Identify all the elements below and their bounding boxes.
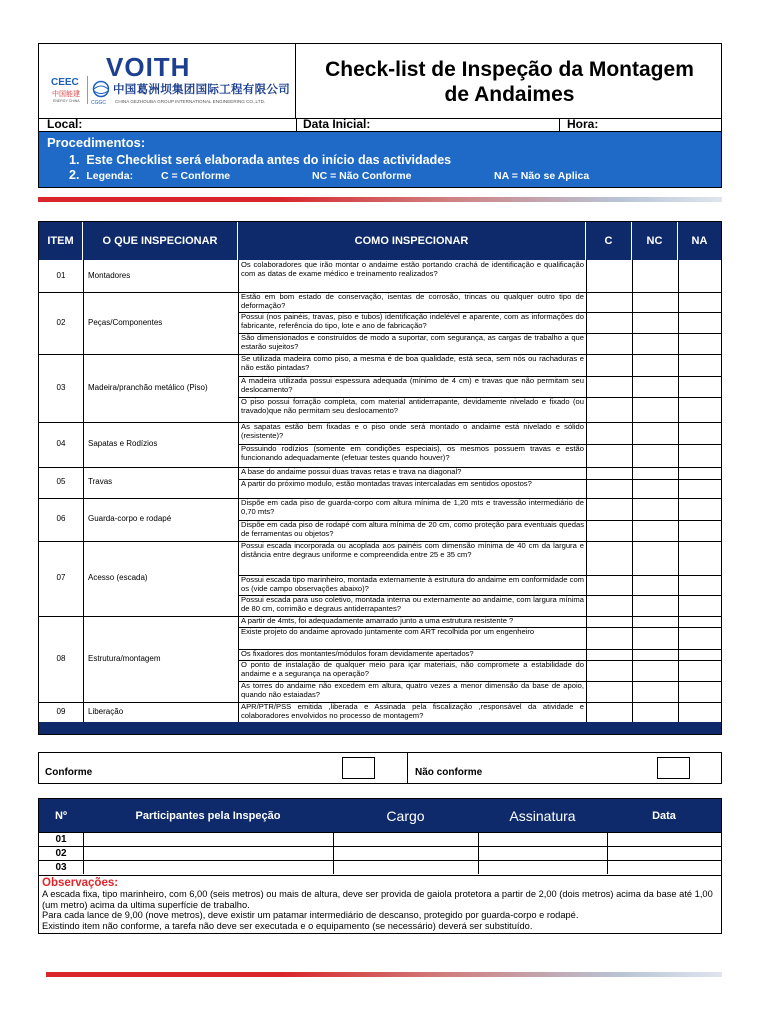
row-divider: [238, 467, 721, 468]
item-number: 08: [56, 653, 66, 663]
row-divider: [238, 376, 721, 377]
item-divider: [39, 422, 238, 423]
participant-cargo-field[interactable]: [334, 833, 478, 846]
cggc-label: CGGC: [91, 100, 106, 106]
participant-row: [39, 832, 721, 846]
row-divider: [238, 479, 721, 480]
participant-date-field[interactable]: [608, 847, 721, 860]
check-question: A partir do próximo modulo, estão montadas travas intercaladas em sentidos opostos?: [241, 480, 532, 488]
item-divider: [39, 467, 238, 468]
check-question: Os colaboradores que irão montar o andaime estão portando crachá de identificação e qualificação com as datas de exame médico e treinamento realizados?: [241, 261, 584, 278]
check-question: O ponto de instalação de qualquer meio para içar materiais, não compromete a estabilidade do andaime e a segurança na operação?: [241, 661, 584, 678]
check-question: As sapatas estão bem fixadas e o piso onde será montado o andaime está nivelado e sólido (resistente)?: [241, 423, 584, 440]
check-cell-nc[interactable]: [633, 398, 678, 422]
participant-row: [39, 860, 721, 874]
row-divider: [238, 444, 721, 445]
check-cell-na[interactable]: [679, 423, 721, 444]
participant-name-field[interactable]: [84, 861, 333, 874]
check-cell-na[interactable]: [679, 542, 721, 575]
item-divider: [39, 292, 238, 293]
check-cell-nc[interactable]: [633, 682, 678, 702]
check-cell-nc[interactable]: [633, 313, 678, 333]
column-divider: [586, 260, 587, 722]
row-divider: [238, 520, 721, 521]
check-question: Possui escada incorporada ou acoplada aos painéis com dimensão mínima de 40 cm da largura e distância entre degraus uniforme e compreendida entre 25 e 35 cm?: [241, 542, 584, 559]
check-cell-na[interactable]: [679, 576, 721, 595]
legend-na: NA = Não se Aplica: [494, 170, 590, 182]
participants-header-name: Participantes pela Inspeção: [135, 809, 281, 822]
procedure-item-2: 2. Legenda: C = Conforme NC = Não Conforme NA = Não se Aplica: [69, 168, 590, 182]
item-subject: Sapatas e Rodízios: [88, 439, 158, 449]
check-question: A partir de 4mts, foi adequadamente amarrado junto a uma estrutura resistente ?: [241, 617, 514, 625]
check-cell-nc[interactable]: [633, 377, 678, 397]
check-question: A base do andaime possui duas travas retas e trava na diagonal?: [241, 468, 462, 476]
check-cell-nc[interactable]: [633, 480, 678, 498]
check-cell-na[interactable]: [679, 682, 721, 702]
header-how: COMO INSPECIONAR: [238, 222, 586, 260]
inspection-table: [38, 221, 722, 735]
check-cell-nc[interactable]: [633, 650, 678, 660]
column-divider: [678, 260, 679, 722]
item-number: 09: [56, 706, 66, 716]
legend-label: Legenda:: [86, 170, 134, 182]
check-cell-nc[interactable]: [633, 445, 678, 467]
check-cell-nc[interactable]: [633, 703, 678, 722]
footer-divider-bar: [46, 972, 722, 977]
voith-brand: VOITH: [106, 52, 191, 82]
svg-text:ENERGY CHINA: ENERGY CHINA: [53, 99, 80, 103]
check-cell-c[interactable]: [587, 445, 632, 467]
nao-conforme-checkbox[interactable]: [657, 757, 690, 779]
local-label: Local:: [47, 117, 83, 131]
check-cell-na[interactable]: [679, 313, 721, 333]
row-divider: [238, 354, 721, 355]
item-number: 07: [56, 573, 66, 583]
table-footer-bar: [39, 722, 721, 734]
check-cell-c[interactable]: [587, 377, 632, 397]
conformity-box: [38, 752, 722, 784]
info-row: [38, 118, 722, 132]
item-divider: [39, 354, 238, 355]
check-cell-c[interactable]: [587, 334, 632, 354]
row-divider: [238, 312, 721, 313]
participant-signature-field[interactable]: [479, 833, 607, 846]
conforme-label: Conforme: [45, 767, 93, 778]
header-na: NA: [691, 235, 708, 247]
check-question: Dispõe em cada piso de guarda-corpo com altura mínima de 1,20 mts e travessão intermediário de 0,70 mts?: [241, 499, 584, 516]
row-divider: [238, 595, 721, 596]
row-divider: [238, 702, 721, 703]
check-cell-c[interactable]: [587, 628, 632, 649]
check-cell-c[interactable]: [587, 313, 632, 333]
row-divider: [238, 616, 721, 617]
item-divider: [39, 498, 238, 499]
check-cell-c[interactable]: [587, 355, 632, 376]
check-cell-c[interactable]: [587, 542, 632, 575]
ceec-logo-icon: [49, 74, 85, 104]
check-cell-c[interactable]: [587, 650, 632, 660]
participants-header-data: Data: [652, 809, 676, 822]
row-divider: [238, 649, 721, 650]
check-question: O piso possui forração completa, com material antiderrapante, devidamente nivelado e fixado (ou travado)que não permitam seu deslocamento?: [241, 398, 584, 415]
check-cell-nc[interactable]: [633, 576, 678, 595]
item-divider: [39, 702, 238, 703]
check-question: Possui escada para uso coletivo, montada interna ou externamente ao andaime, com largura mínima de 80 cm, corrimão e degraus antiderrapantes?: [241, 596, 584, 613]
check-cell-na[interactable]: [679, 661, 721, 681]
item-number: 04: [56, 439, 66, 449]
check-cell-c[interactable]: [587, 617, 632, 627]
row-divider: [238, 422, 721, 423]
title-line-1: Check-list de Inspeção da Montagem: [325, 58, 694, 81]
check-question: Se utilizada madeira como piso, a mesma é de boa qualidade, está seca, sem nós ou rachaduras e não estão pintadas?: [241, 355, 584, 372]
logo-area: [39, 44, 296, 118]
header-what: O QUE INSPECIONAR: [83, 222, 238, 260]
row-divider: [238, 498, 721, 499]
check-cell-nc[interactable]: [633, 334, 678, 354]
item-subject: Acesso (escada): [88, 573, 148, 583]
row-divider: [238, 681, 721, 682]
partner-name-cn: 中国葛洲坝集团国际工程有限公司: [113, 84, 290, 96]
check-cell-c[interactable]: [587, 261, 632, 292]
item-number: 06: [56, 514, 66, 524]
header-c: C: [586, 222, 632, 260]
legend-c: C = Conforme: [161, 170, 231, 182]
check-cell-c[interactable]: [587, 468, 632, 479]
check-cell-c[interactable]: [587, 703, 632, 722]
participant-signature-field[interactable]: [479, 861, 607, 874]
participant-name-field[interactable]: [84, 847, 333, 860]
item-divider: [39, 541, 238, 542]
check-cell-nc[interactable]: [633, 521, 678, 541]
check-cell-c[interactable]: [587, 480, 632, 498]
divider-bar: [38, 197, 722, 202]
header-item: ITEM: [39, 222, 83, 260]
check-question: Possuindo rodízios (somente em condições especiais), os mesmos possuem travas e estão funcionando adequadamente (efetuar testes quando houver)?: [241, 445, 584, 462]
check-question: Estão em bom estado de conservação, isentas de corrosão, trincas ou qualquer outro tipo de deformação?: [241, 293, 584, 310]
item-subject: Peças/Componentes: [88, 317, 163, 327]
check-question: As torres do andaime não excedem em altura, quatro vezes a menor dimensão da base de apoio, quando não estaiadas?: [241, 682, 584, 699]
participants-header-cargo: Cargo: [386, 807, 425, 824]
participant-signature-field[interactable]: [479, 847, 607, 860]
check-cell-c[interactable]: [587, 293, 632, 312]
row-divider: [238, 541, 721, 542]
check-cell-nc[interactable]: [633, 423, 678, 444]
observation-line-2: Para cada lance de 9,00 (nove metros), deve existir um patamar intermediário de descanso, protegido por guarda-corpo e rodapé.: [42, 910, 579, 921]
check-question: São dimensionados e construídos de modo a suportar, com segurança, as cargas de trabalho a que estarão sujeitos?: [241, 334, 584, 351]
check-cell-c[interactable]: [587, 576, 632, 595]
svg-text:CEEC: CEEC: [51, 77, 79, 88]
participant-row-number: 02: [55, 848, 67, 859]
check-cell-na[interactable]: [679, 480, 721, 498]
check-cell-na[interactable]: [679, 293, 721, 312]
check-cell-c[interactable]: [587, 423, 632, 444]
participants-header-assinatura: Assinatura: [509, 807, 576, 824]
item-subject: Estrutura/montagem: [88, 653, 161, 663]
check-cell-na[interactable]: [679, 334, 721, 354]
svg-text:中国能建: 中国能建: [52, 91, 80, 98]
check-cell-na[interactable]: [679, 398, 721, 422]
check-cell-na[interactable]: [679, 596, 721, 616]
check-cell-c[interactable]: [587, 596, 632, 616]
check-question: Dispõe em cada piso de rodapé com altura mínima de 20 cm, como proteção para eventuais quedas de ferramentas ou objetos?: [241, 521, 584, 538]
data-inicial-label: Data Inicial:: [303, 117, 371, 131]
participants-table: [38, 798, 722, 876]
hora-label: Hora:: [567, 117, 599, 131]
check-cell-na[interactable]: [679, 261, 721, 292]
check-cell-na[interactable]: [679, 617, 721, 627]
item-subject: Guarda-corpo e rodapé: [88, 514, 172, 524]
item-number: 05: [56, 477, 66, 487]
check-question: Os fixadores dos montantes/módulos foram devidamente apertados?: [241, 650, 474, 658]
table-header: [39, 222, 721, 260]
check-cell-c[interactable]: [587, 398, 632, 422]
participant-cargo-field[interactable]: [334, 861, 478, 874]
check-cell-na[interactable]: [679, 499, 721, 520]
observations-box: [38, 876, 722, 934]
check-cell-na[interactable]: [679, 355, 721, 376]
legend-nc: NC = Não Conforme: [312, 170, 412, 182]
participant-row-number: 01: [55, 834, 67, 845]
column-divider: [83, 260, 84, 722]
item-number: 03: [56, 382, 66, 392]
check-cell-nc[interactable]: [633, 661, 678, 681]
column-divider: [632, 260, 633, 722]
procedures-title: Procedimentos:: [47, 135, 146, 150]
check-cell-c[interactable]: [587, 661, 632, 681]
check-cell-nc[interactable]: [633, 468, 678, 479]
page-title: [297, 44, 722, 118]
column-divider: [238, 260, 239, 722]
procedure-item-1: 1. Este Checklist será elaborada antes do início das actividades: [69, 153, 452, 167]
participant-date-field[interactable]: [608, 833, 721, 846]
item-subject: Madeira/pranchão metálico (Piso): [88, 382, 208, 392]
participant-date-field[interactable]: [608, 861, 721, 874]
check-cell-nc[interactable]: [633, 617, 678, 627]
row-divider: [238, 575, 721, 576]
check-cell-c[interactable]: [587, 521, 632, 541]
item-subject: Travas: [88, 477, 113, 487]
check-cell-na[interactable]: [679, 468, 721, 479]
observations-title: Observações:: [42, 877, 119, 889]
check-cell-nc[interactable]: [633, 542, 678, 575]
participants-header: [39, 799, 721, 832]
check-question: Existe projeto do andaime aprovado juntamente com ART recolhida por um engenheiro: [241, 628, 535, 636]
item-subject: Montadores: [88, 270, 131, 280]
check-cell-nc[interactable]: [633, 355, 678, 376]
row-divider: [238, 333, 721, 334]
participant-row-number: 03: [55, 862, 67, 873]
participant-name-field[interactable]: [84, 833, 333, 846]
partner-name-en: CHINA GEZHOUBA GROUP INTERNATIONAL ENGINEERING CO.,LTD.: [115, 99, 266, 104]
check-cell-nc[interactable]: [633, 596, 678, 616]
row-divider: [238, 660, 721, 661]
check-question: APR/PTR/PSS emitida ,liberada e Assinada pela fiscalização ,responsável da atividade e colaboradores envolvidos no processo de montagem?: [241, 703, 584, 720]
check-cell-na[interactable]: [679, 650, 721, 660]
participant-row: [39, 846, 721, 860]
check-cell-c[interactable]: [587, 682, 632, 702]
procedures-box: [38, 131, 722, 188]
nao-conforme-label: Não conforme: [415, 767, 483, 778]
check-question: A madeira utilizada possui espessura adequada (mínimo de 4 cm) e travas que não permitam seu deslocamento?: [241, 377, 584, 394]
check-cell-nc[interactable]: [633, 293, 678, 312]
check-cell-na[interactable]: [679, 628, 721, 649]
check-cell-na[interactable]: [679, 445, 721, 467]
participant-cargo-field[interactable]: [334, 847, 478, 860]
check-cell-nc[interactable]: [633, 261, 678, 292]
row-divider: [238, 397, 721, 398]
check-cell-c[interactable]: [587, 499, 632, 520]
item-number: 02: [56, 317, 66, 327]
conforme-checkbox[interactable]: [342, 757, 375, 779]
participants-header-num: Nº: [55, 809, 67, 822]
observation-line-1: A escada fixa, tipo marinheiro, com 6,00 (seis metros) ou mais de altura, deve ser provida de gaiola protetora a partir de 2,00 (dois metros) acima da base até 1,00 (um metro) acima da ultima superfície de trabalho.: [42, 889, 713, 910]
check-cell-nc[interactable]: [633, 499, 678, 520]
document-header: [38, 43, 722, 119]
cggc-logo-icon: [91, 80, 111, 106]
observation-line-3: Existindo item não conforme, a tarefa não deve ser executada e o equipamento (se necessário) deverá ser substituído.: [42, 920, 533, 931]
title-line-2: de Andaimes: [444, 83, 575, 106]
check-question: Possui escada tipo marinheiro, montada externamente à estrutura do andaime em conformidade com os (vide campo observações abaixo)?: [241, 576, 584, 593]
row-divider: [238, 627, 721, 628]
item-subject: Liberação: [88, 706, 124, 716]
check-cell-nc[interactable]: [633, 628, 678, 649]
item-number: 01: [56, 270, 66, 280]
header-nc: NC: [632, 222, 678, 260]
check-question: Possui (nos painéis, travas, piso e tubos) identificação indelével e aparente, com as informações do fabricante, referência do tipo, lote e ano de fabricação?: [241, 313, 584, 330]
check-cell-na[interactable]: [679, 521, 721, 541]
row-divider: [238, 292, 721, 293]
check-cell-na[interactable]: [679, 377, 721, 397]
check-cell-na[interactable]: [679, 703, 721, 722]
item-divider: [39, 616, 238, 617]
